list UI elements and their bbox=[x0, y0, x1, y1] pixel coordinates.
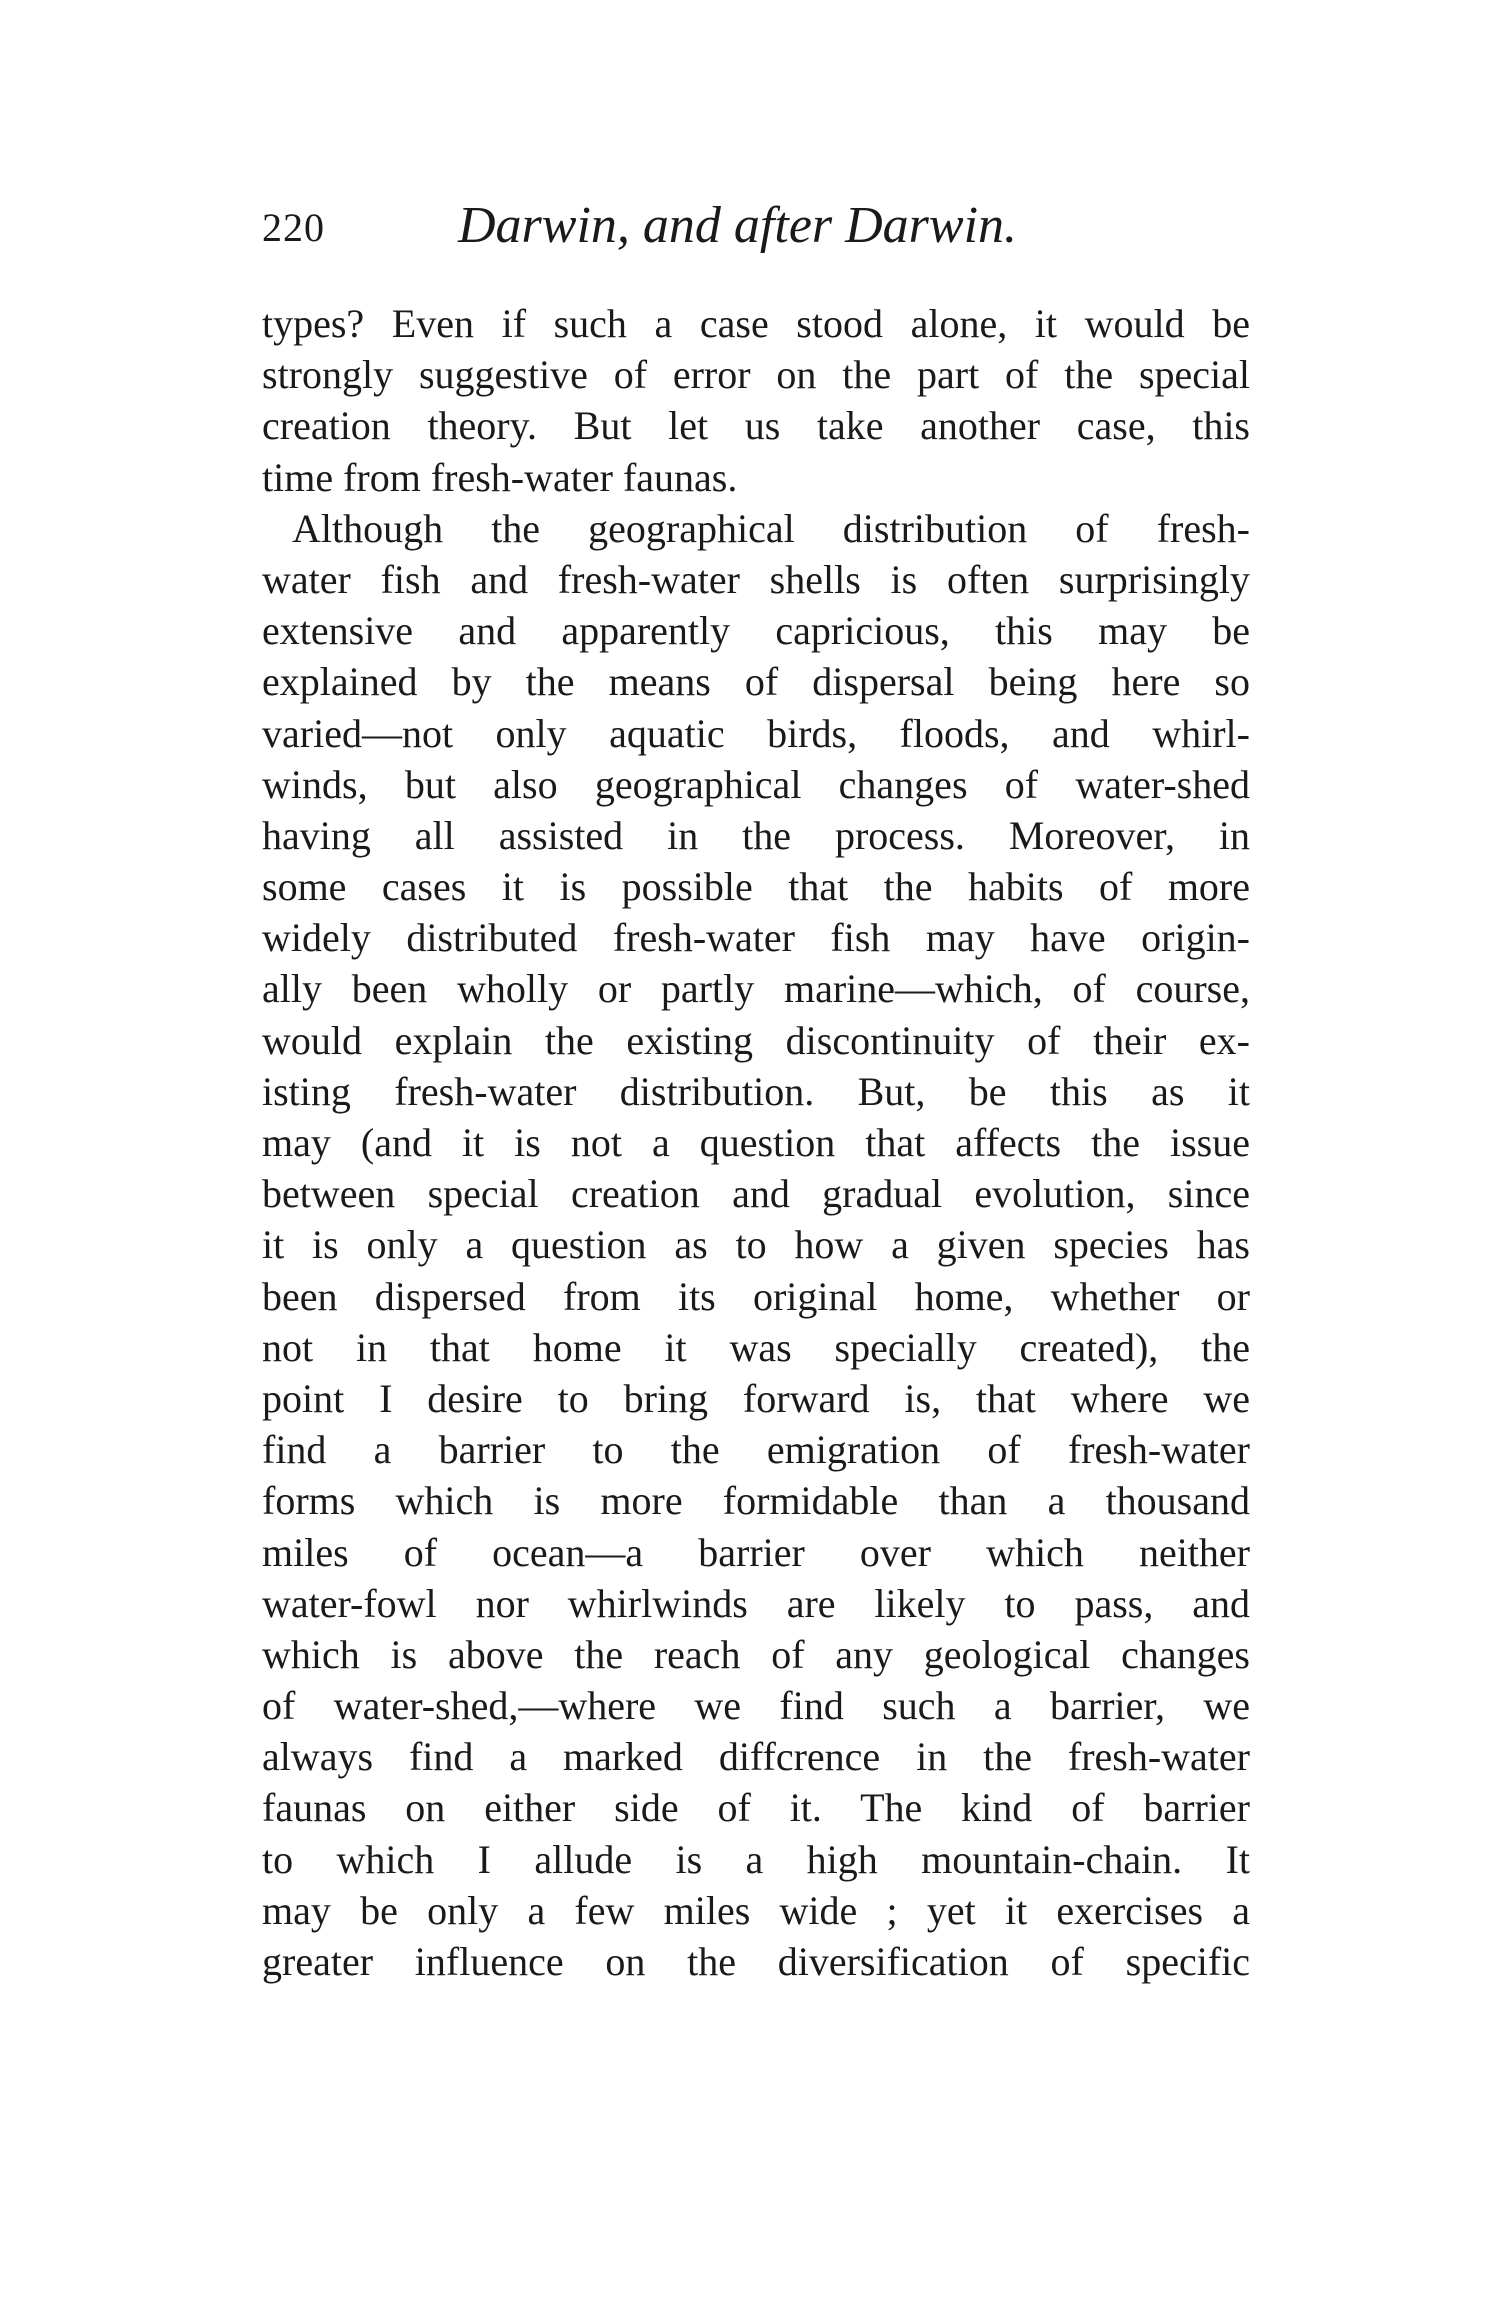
text-line: which is above the reach of any geological changes bbox=[262, 1631, 1250, 1677]
text-line: strongly suggestive of error on the part of the special bbox=[262, 352, 1250, 398]
text-line: to which I allude is a high mountain-chain. It bbox=[262, 1836, 1250, 1882]
text-line: faunas on either side of it. The kind of barrier bbox=[262, 1785, 1250, 1831]
text-line: widely distributed fresh-water fish may have origin- bbox=[262, 915, 1250, 961]
text-line: Although the geographical distribution of fresh- bbox=[292, 505, 1250, 551]
text-line: creation theory. But let us take another case, this bbox=[262, 403, 1250, 449]
text-line: may (and it is not a question that affects the issue bbox=[262, 1120, 1250, 1165]
text-line: point I desire to bring forward is, that where we bbox=[262, 1375, 1250, 1421]
text-line: ally been wholly or partly marine—which, of course, bbox=[262, 966, 1250, 1012]
text-line: explained by the means of dispersal being here so bbox=[262, 659, 1250, 705]
text-line: not in that home it was specially created), the bbox=[262, 1324, 1250, 1370]
text-line: water-fowl nor whirlwinds are likely to pass, and bbox=[262, 1580, 1250, 1626]
text-line: would explain the existing discontinuity of their ex- bbox=[262, 1017, 1250, 1063]
text-line: it is only a question as to how a given species has bbox=[262, 1222, 1250, 1268]
text-line: time from fresh-water faunas. bbox=[262, 454, 738, 500]
text-line: find a barrier to the emigration of fresh-water bbox=[262, 1427, 1250, 1473]
text-line: winds, but also geographical changes of water-shed bbox=[262, 761, 1250, 807]
running-header bbox=[262, 196, 1252, 256]
body-text bbox=[262, 298, 1250, 1987]
text-line: varied—not only aquatic birds, floods, and whirl- bbox=[262, 710, 1250, 756]
text-line: isting fresh-water distribution. But, be this as it bbox=[262, 1068, 1250, 1114]
text-line: of water-shed,—where we find such a barrier, we bbox=[262, 1683, 1250, 1729]
text-line: forms which is more formidable than a thousand bbox=[262, 1478, 1250, 1524]
page-number: 220 bbox=[262, 205, 325, 250]
text-line: greater influence on the diversification of specific bbox=[262, 1939, 1250, 1984]
text-line: having all assisted in the process. Moreover, in bbox=[262, 812, 1250, 858]
running-title: Darwin, and after Darwin. bbox=[458, 197, 1018, 254]
text-line: some cases it is possible that the habits of more bbox=[262, 864, 1250, 910]
text-line: extensive and apparently capricious, this may be bbox=[262, 608, 1250, 654]
text-line: always find a marked diffcrence in the fresh-water bbox=[262, 1734, 1250, 1780]
text-line: miles of ocean—a barrier over which neither bbox=[262, 1529, 1250, 1575]
text-line: types? Even if such a case stood alone, it would be bbox=[262, 301, 1250, 346]
text-line: between special creation and gradual evolution, since bbox=[262, 1171, 1250, 1217]
text-line: may be only a few miles wide ; yet it exercises a bbox=[262, 1887, 1250, 1933]
text-line: water fish and fresh-water shells is often surprisingly bbox=[262, 556, 1250, 602]
text-line: been dispersed from its original home, whether or bbox=[262, 1273, 1250, 1319]
